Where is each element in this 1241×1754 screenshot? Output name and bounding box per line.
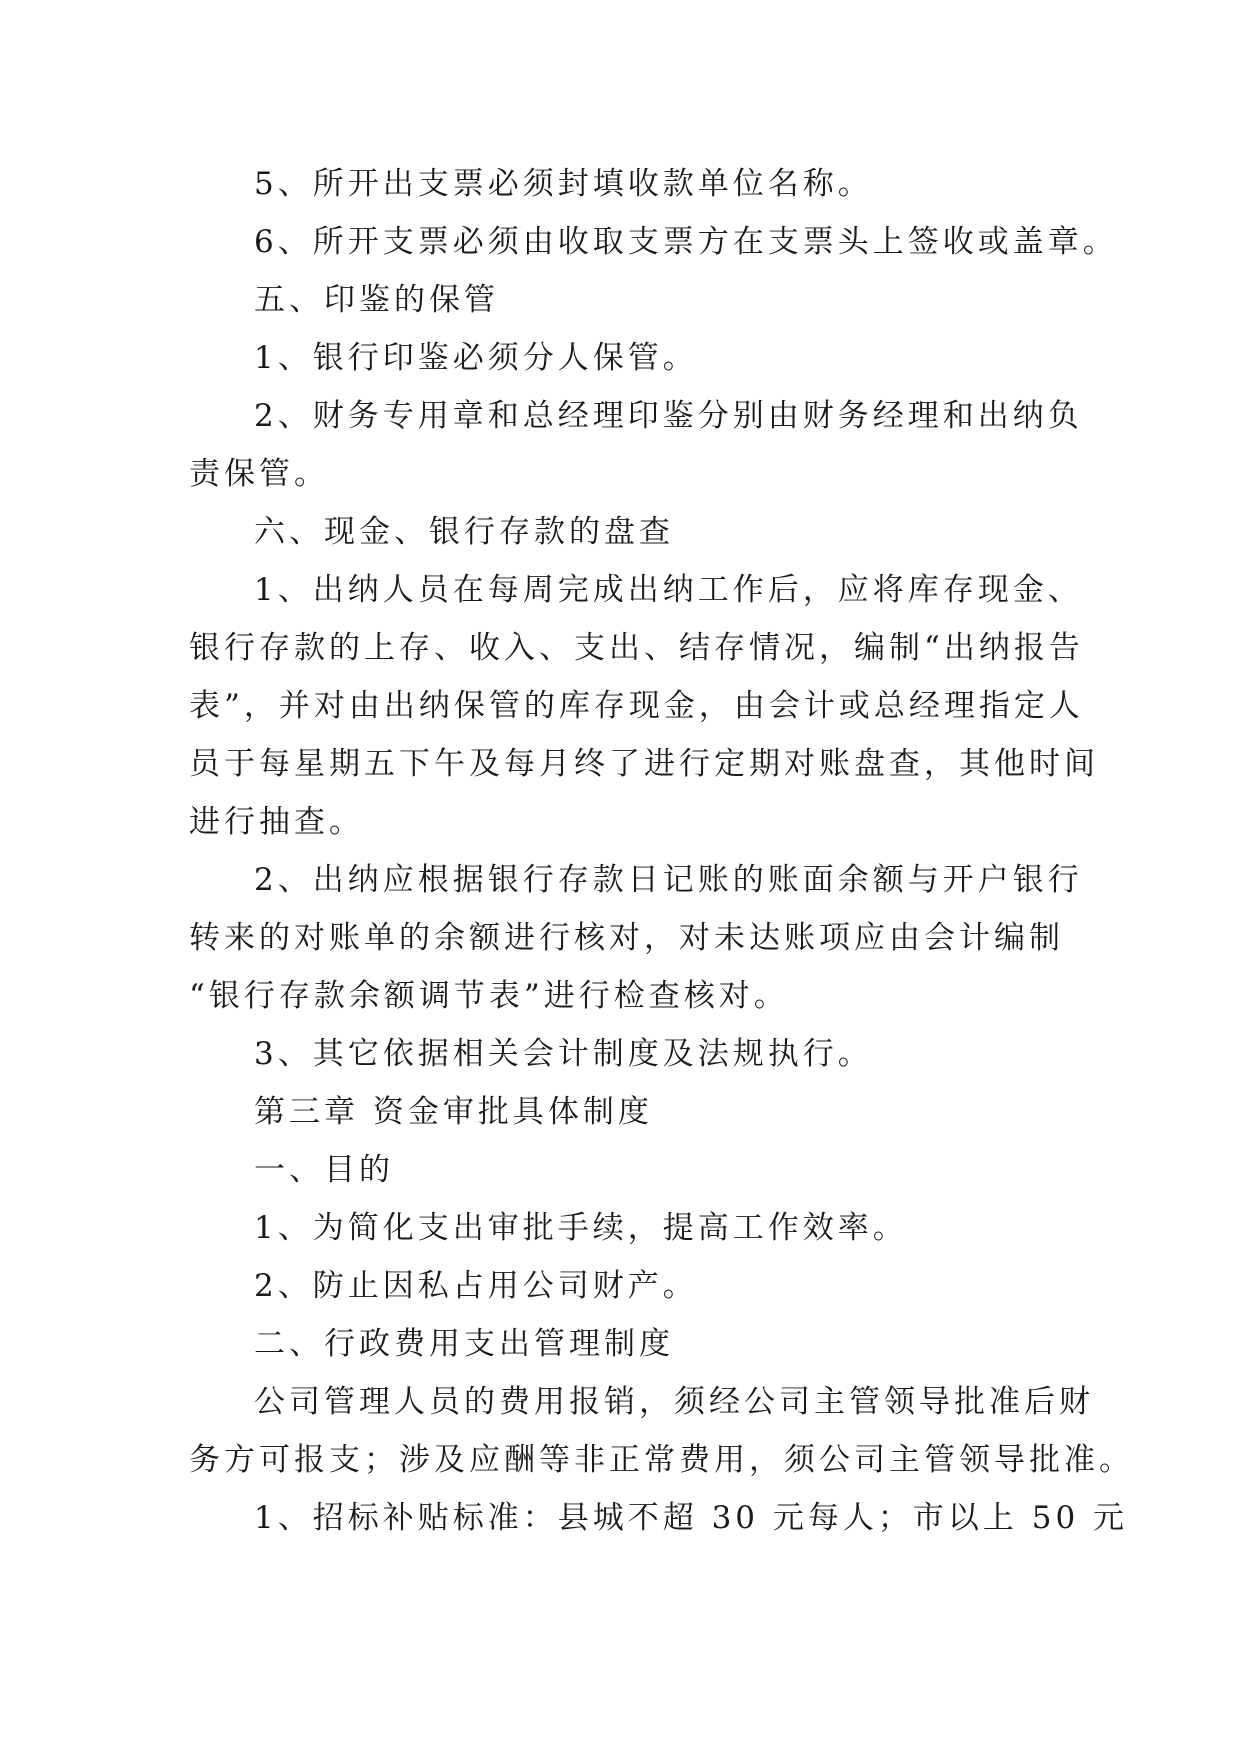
- paragraph-line: 公司管理人员的费用报销，须经公司主管领导批准后财: [254, 1384, 1094, 1420]
- paragraph-line: 务方可报支；涉及应酬等非正常费用，须公司主管领导批准。: [189, 1442, 1134, 1478]
- paragraph-line: 员于每星期五下午及每月终了进行定期对账盘查，其他时间: [189, 746, 1099, 782]
- paragraph-line: 2、财务专用章和总经理印鉴分别由财务经理和出纳负: [254, 398, 1083, 434]
- paragraph-line: “银行存款余额调节表”进行检查核对。: [189, 978, 789, 1014]
- paragraph-line: 3、其它依据相关会计制度及法规执行。: [254, 1036, 873, 1072]
- section-heading: 六、现金、银行存款的盘查: [254, 514, 674, 550]
- paragraph-line: 2、出纳应根据银行存款日记账的账面余额与开户银行: [254, 862, 1083, 898]
- paragraph-line: 1、为简化支出审批手续，提高工作效率。: [254, 1210, 908, 1246]
- paragraph-line: 5、所开出支票必须封填收款单位名称。: [254, 166, 873, 202]
- document-body: [189, 155, 1134, 1547]
- paragraph-line: 表”，并对由出纳保管的库存现金，由会计或总经理指定人: [189, 688, 1084, 724]
- paragraph-line: 6、所开支票必须由收取支票方在支票头上签收或盖章。: [254, 224, 1118, 260]
- section-heading: 一、目的: [254, 1152, 394, 1188]
- chapter-heading: 第三章 资金审批具体制度: [254, 1094, 653, 1130]
- paragraph-line: 2、防止因私占用公司财产。: [254, 1268, 698, 1304]
- paragraph-line: 1、银行印鉴必须分人保管。: [254, 340, 698, 376]
- paragraph-line: 进行抽查。: [189, 804, 364, 840]
- section-heading: 二、行政费用支出管理制度: [254, 1326, 674, 1362]
- paragraph-line: 银行存款的上存、收入、支出、结存情况，编制“出纳报告: [189, 630, 1084, 666]
- section-heading: 五、印鉴的保管: [254, 282, 499, 318]
- paragraph-line: 1、招标补贴标准：县城不超 30 元每人；市以上 50 元: [254, 1500, 1129, 1536]
- paragraph-line: 责保管。: [189, 456, 329, 492]
- paragraph-line: 1、出纳人员在每周完成出纳工作后，应将库存现金、: [254, 572, 1083, 608]
- paragraph-line: 转来的对账单的余额进行核对，对未达账项应由会计编制: [189, 920, 1064, 956]
